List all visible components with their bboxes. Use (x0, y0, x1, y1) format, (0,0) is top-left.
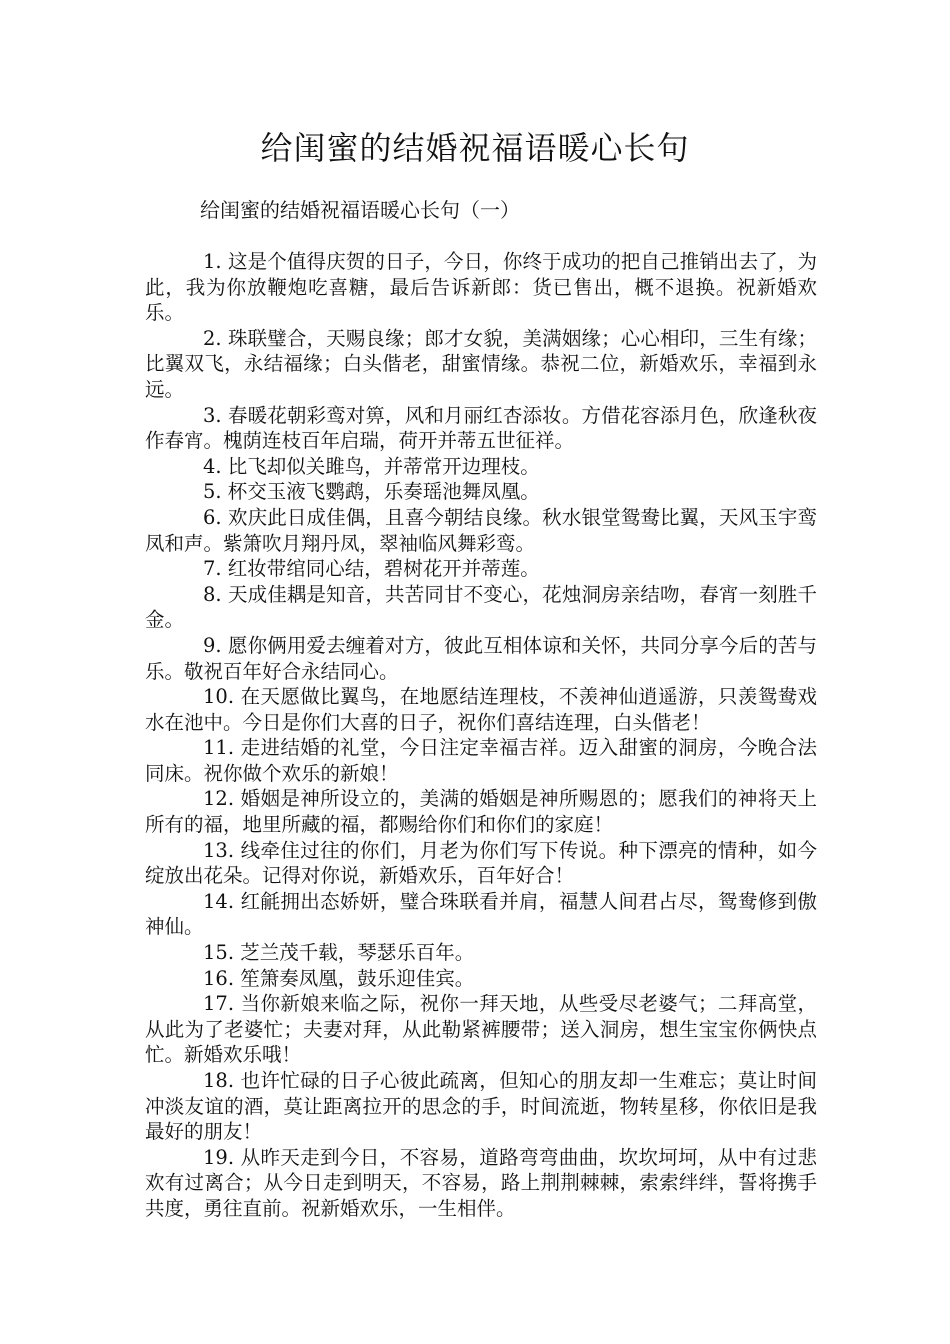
blessing-paragraph: 12. 婚姻是神所设立的，美满的婚姻是神所赐恩的；愿我们的神将天上所有的福，地里所藏的福，都赐给你们和你们的家庭！ (145, 787, 817, 837)
blessing-paragraph: 1. 这是个值得庆贺的日子，今日，你终于成功的把自己推销出去了，为此，我为你放鞭炮吃喜糖，最后告诉新郎：货已售出，概不退换。祝新婚欢乐。 (145, 250, 817, 325)
blessing-paragraph: 9. 愿你俩用爱去缠着对方，彼此互相体谅和关怀，共同分享今后的苦与乐。敬祝百年好合永结同心。 (145, 633, 817, 683)
blessing-paragraph: 19. 从昨天走到今日，不容易，道路弯弯曲曲，坎坎坷坷，从中有过悲欢有过离合；从今日走到明天，不容易，路上荆荆棘棘，索索绊绊，誓将携手共度，勇往直前。祝新婚欢乐，一生相伴。 (145, 1145, 817, 1220)
blessing-paragraph: 14. 红毹拥出态娇妍，璧合珠联看并肩，福慧人间君占尽，鸳鸯修到傲神仙。 (145, 889, 817, 939)
blessing-paragraph: 7. 红妆带绾同心结，碧树花开并蒂莲。 (203, 557, 540, 581)
blessing-paragraph: 11. 走进结婚的礼堂，今日注定幸福吉祥。迈入甜蜜的洞房，今晚合法同床。祝你做个欢乐的新娘！ (145, 736, 817, 785)
blessing-list (145, 249, 817, 1222)
blessing-paragraph: 18. 也许忙碌的日子心彼此疏离，但知心的朋友却一生难忘；莫让时间冲淡友谊的酒，莫让距离拉开的思念的手，时间流逝，物转星移，你依旧是我最好的朋友！ (145, 1069, 817, 1144)
blessing-paragraph: 10. 在天愿做比翼鸟，在地愿结连理枝，不羡神仙逍遥游，只羡鸳鸯戏水在池中。今日是你们大喜的日子，祝你们喜结连理，白头偕老！ (145, 685, 817, 734)
blessing-paragraph: 3. 春暖花朝彩鸾对箅，风和月丽红杏添妆。方借花容添月色，欣逢秋夜作春宵。槐荫连枝百年启瑞，荷开并蒂五世征祥。 (145, 403, 817, 453)
blessing-paragraph: 5. 杯交玉液飞鹦鹉，乐奏瑶池舞凤凰。 (203, 480, 540, 504)
blessing-paragraph: 16. 笙箫奏凤凰，鼓乐迎佳宾。 (203, 966, 475, 990)
blessing-paragraph: 4. 比飞却似关雎鸟，并蒂常开边理枝。 (203, 454, 540, 478)
blessing-paragraph: 17. 当你新娘来临之际，祝你一拜天地，从些受尽老婆气；二拜高堂，从此为了老婆忙；夫妻对拜，从此勒紧裤腰带；送入洞房，想生宝宝你俩快点忙。新婚欢乐哦！ (145, 992, 817, 1067)
blessing-paragraph: 13. 线牵住过往的你们，月老为你们写下传说。种下漂亮的情种，如今绽放出花朵。记得对你说，新婚欢乐，百年好合！ (145, 838, 817, 888)
blessing-paragraph: 8. 天成佳耦是知音，共苦同甘不变心，花烛洞房亲结吻，春宵一刻胜千金。 (145, 582, 817, 632)
section-subtitle: 给闺蜜的结婚祝福语暖心长句（一） (200, 198, 520, 222)
document-title: 给闺蜜的结婚祝福语暖心长句 (260, 129, 690, 167)
blessing-paragraph: 2. 珠联璧合，天赐良缘；郎才女貌，美满姻缘；心心相印，三生有缘；比翼双飞，永结福缘；白头偕老，甜蜜情缘。恭祝二位，新婚欢乐，幸福到永远。 (145, 326, 817, 401)
blessing-paragraph: 6. 欢庆此日成佳偶，且喜今朝结良缘。秋水银堂鸳鸯比翼，天风玉宇鸾凤和声。紫箫吹月翔丹凤，翠袖临风舞彩鸾。 (145, 505, 817, 555)
blessing-paragraph: 15. 芝兰茂千载，琴瑟乐百年。 (203, 941, 475, 965)
